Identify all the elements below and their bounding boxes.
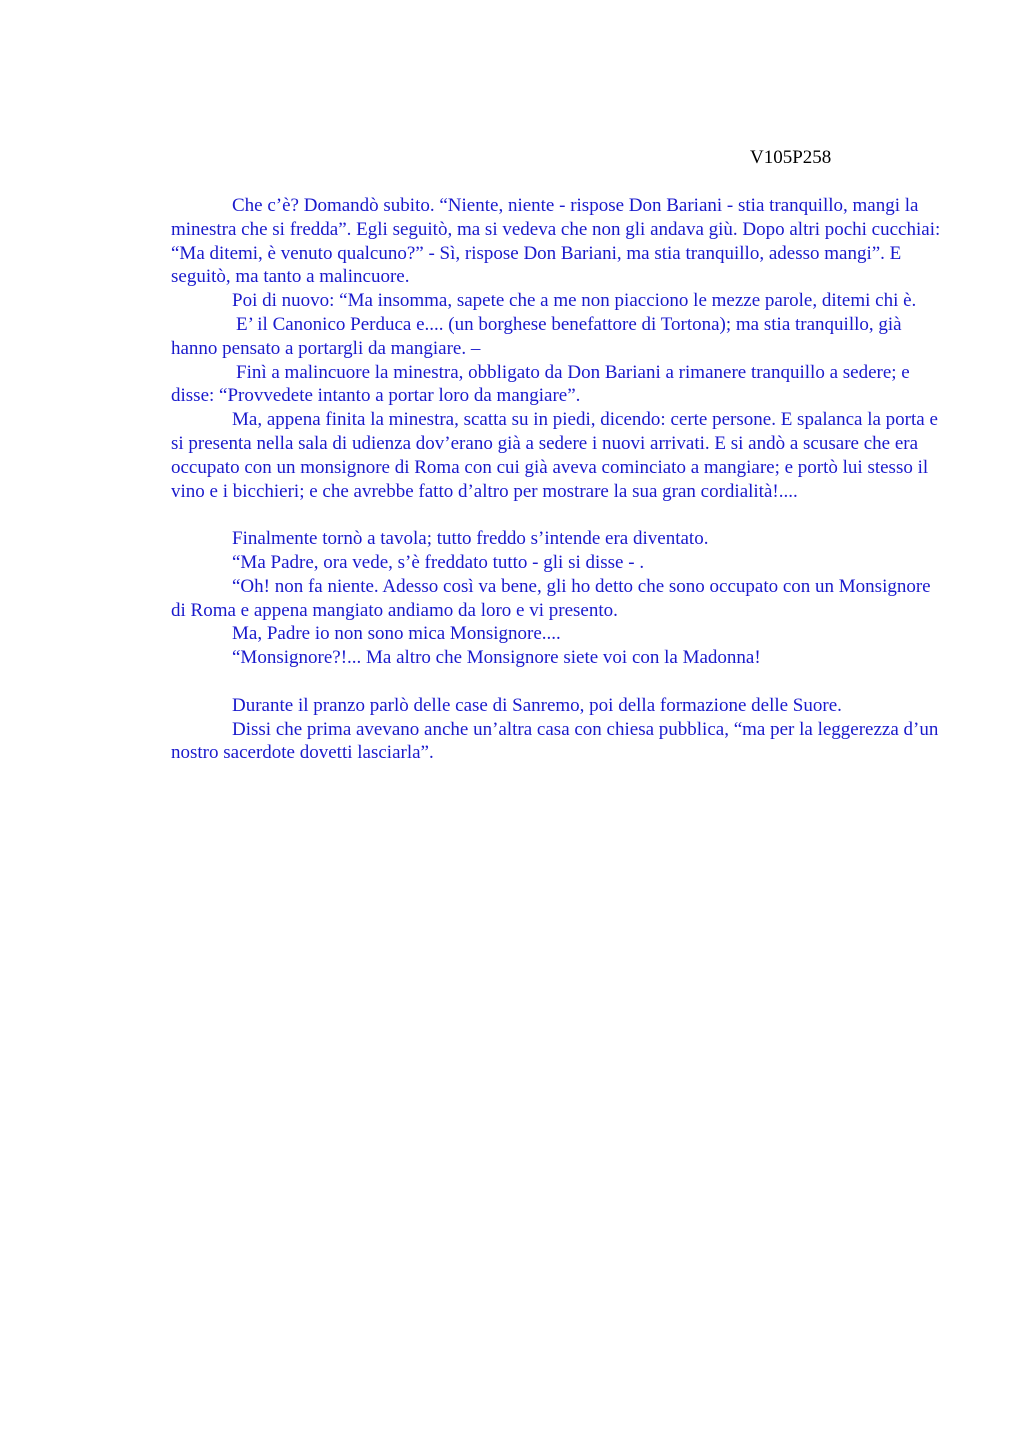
paragraph: “Ma Padre, ora vede, s’è freddato tutto - gli si disse - . [232, 551, 645, 573]
paragraph: “Monsignore?!... Ma altro che Monsignore siete voi con la Madonna! [232, 647, 761, 669]
paragraph-gap [171, 503, 941, 527]
paragraph: Durante il pranzo parlò delle case di Sanremo, poi della formazione delle Suore. [232, 694, 842, 716]
paragraph: Poi di nuovo: “Ma insomma, sapete che a me non piacciono le mezze parole, ditemi chi è. [232, 290, 917, 312]
paragraph: “Oh! non fa niente. Adesso così va bene, gli ho detto che sono occupato con un Monsignore di Roma e appena mangiato andiamo da loro e vi presento. [171, 575, 931, 621]
paragraph: Ma, Padre io non sono mica Monsignore.... [232, 623, 561, 645]
paragraph-gap [171, 670, 941, 694]
paragraph: Finalmente tornò a tavola; tutto freddo s’intende era diventato. [232, 528, 709, 550]
paragraph: E’ il Canonico Perduca e.... (un borghese benefattore di Tortona); ma stia tranquillo, già hanno pensato a portargli da mangiare. – [171, 313, 902, 359]
document-body [171, 194, 941, 765]
page-identifier: V105P258 [750, 147, 832, 168]
paragraph: Dissi che prima avevano anche un’altra casa con chiesa pubblica, “ma per la leggerezza d’un nostro sacerdote dovetti lasciarla”. [171, 718, 939, 764]
paragraph: Che c’è? Domandò subito. “Niente, niente - rispose Don Bariani - stia tranquillo, mangi la minestra che si fredda”. Egli seguitò, ma si vedeva che non gli andava giù. Dopo altri pochi cucchiai: “Ma ditemi, è venuto qualcuno?” - Sì, rispose Don Bariani, ma stia tranquillo, adesso mangi”. E seguitò, ma tanto a malincuore. [171, 195, 941, 288]
paragraph: Finì a malincuore la minestra, obbligato da Don Bariani a rimanere tranquillo a sedere; e disse: “Provvedete intanto a portar loro da mangiare”. [171, 361, 910, 407]
paragraph: Ma, appena finita la minestra, scatta su in piedi, dicendo: certe persone. E spalanca la porta e si presenta nella sala di udienza dov’erano già a sedere i nuovi arrivati. E si andò a scusare che era occupato con un monsignore di Roma con cui già aveva cominciato a mangiare; e portò lui stesso il vino e i bicchieri; e che avrebbe fatto d’altro per mostrare la sua gran cordialità!.... [171, 409, 938, 502]
